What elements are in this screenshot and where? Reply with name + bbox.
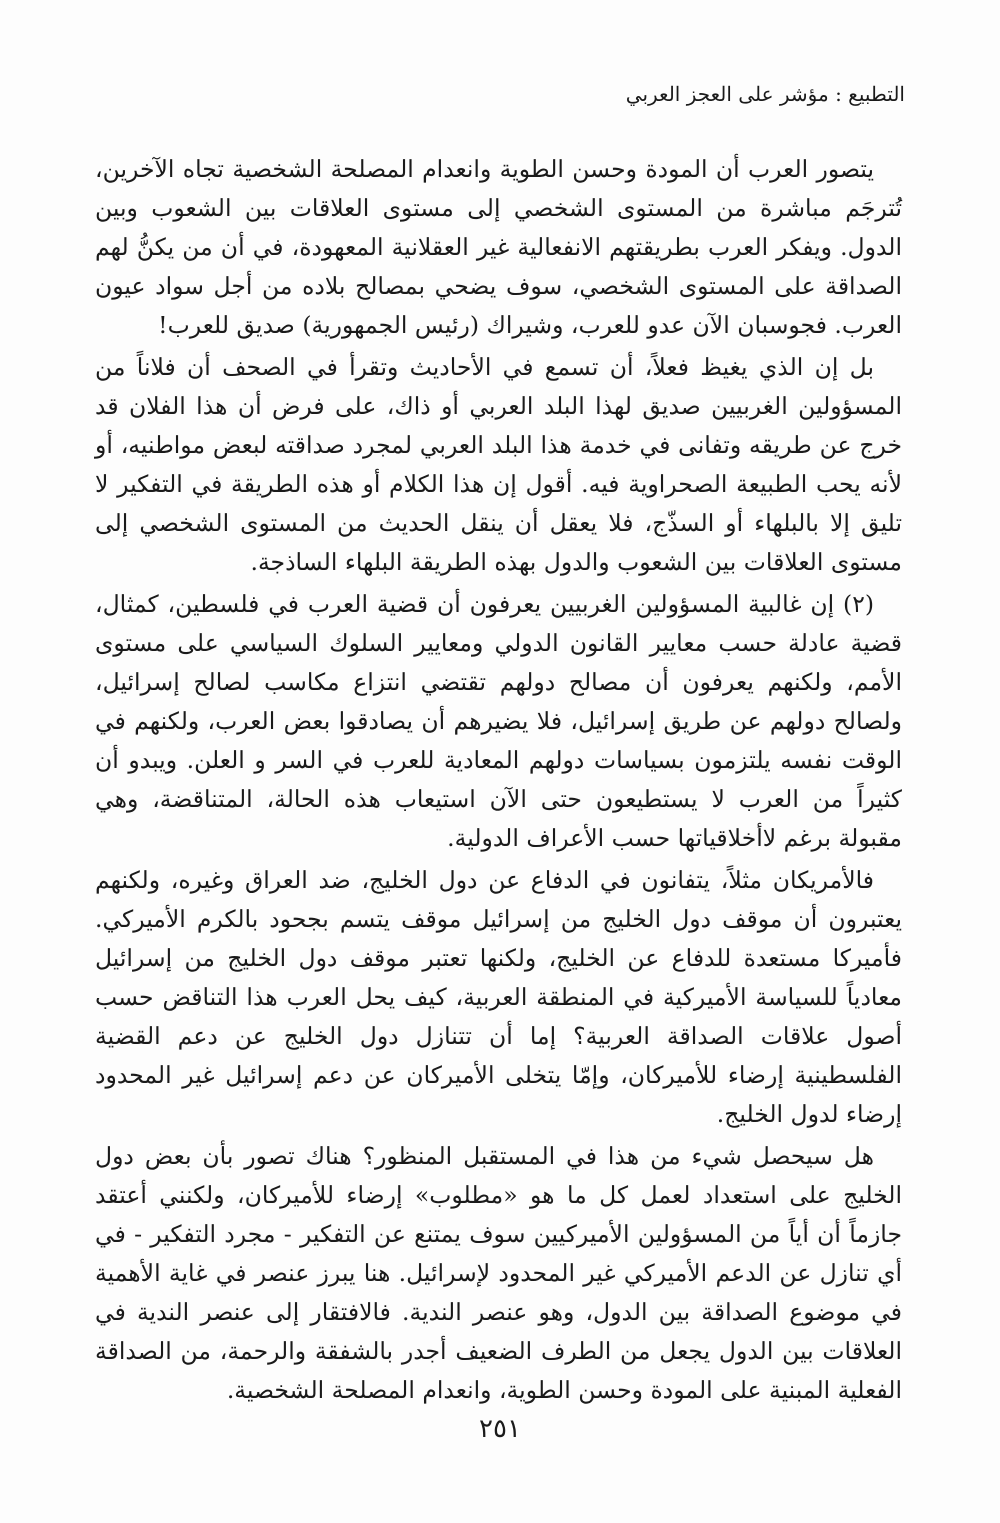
paragraph: فالأمريكان مثلاً، يتفانون في الدفاع عن دول الخليج، ضد العراق وغيره، ولكنهم يعتبرون أن موقف دول الخليج من إسرائيل موقف يتسم بجحود بالكرم الأميركي. فأميركا مستعدة للدفاع عن الخليج، ولكنها تعتبر موقف دول الخليج من إسرائيل معادياً للسياسة الأميركية في المنطقة العربية، كيف يحل العرب هذا التناقض حسب أصول علاقات الصداقة العربية؟ إما أن تتنازل دول الخليج عن دعم القضية الفلسطينية إرضاء للأميركان، وإمّا يتخلى الأميركان عن دعم إسرائيل غير المحدود إرضاء لدول الخليج. — [95, 866, 902, 1128]
paragraph: بل إن الذي يغيظ فعلاً، أن تسمع في الأحاديث وتقرأ في الصحف أن فلاناً من المسؤولين الغربيين صديق لهذا البلد العربي أو ذاك، على فرض أن هذا الفلان قد خرج عن طريقه وتفانى في خدمة هذا البلد العربي لمجرد صداقته لبعض مواطنيه، أو لأنه يحب الطبيعة الصحراوية فيه. أقول إن هذا الكلام أو هذه الطريقة في التفكير لا تليق إلا بالبلهاء أو السذّج، فلا يعقل أن ينقل الحديث من المستوى الشخصي إلى مستوى العلاقات بين الشعوب والدول بهذه الطريقة البلهاء الساذجة. — [95, 353, 902, 576]
running-header: التطبيع : مؤشر على العجز العربي — [625, 82, 905, 106]
paragraph: يتصور العرب أن المودة وحسن الطوية وانعدام المصلحة الشخصية تجاه الآخرين، تُترجَم مباشرة من المستوى الشخصي إلى مستوى العلاقات بين الشعوب وبين الدول. ويفكر العرب بطريقتهم الانفعالية غير العقلانية المعهودة، في أن من يكنُّ لهم الصداقة على المستوى الشخصي، سوف يضحي بمصالح بلاده من أجل سواد عيون العرب. فجوسبان الآن عدو للعرب، وشيراك (رئيس الجمهورية) صديق للعرب! — [95, 155, 902, 339]
paragraph: (٢) إن غالبية المسؤولين الغربيين يعرفون أن قضية العرب في فلسطين، كمثال، قضية عادلة حسب معايير القانون الدولي ومعايير السلوك السياسي على مستوى الأمم، ولكنهم يعرفون أن مصالح دولهم تقتضي انتزاع مكاسب لصالح إسرائيل، ولصالح دولهم عن طريق إسرائيل، فلا يضيرهم أن يصادقوا بعض العرب، ولكنهم في الوقت نفسه يلتزمون بسياسات دولهم المعادية للعرب في السر و العلن. ويبدو أن كثيراً من العرب لا يستطيعون حتى الآن استيعاب هذه الحالة، المتناقضة، وهي مقبولة برغم لاأخلاقياتها حسب الأعراف الدولية. — [95, 590, 902, 852]
body-text — [95, 150, 902, 1413]
paragraph: هل سيحصل شيء من هذا في المستقبل المنظور؟ هناك تصور بأن بعض دول الخليج على استعداد لعمل كل ما هو «مطلوب» إرضاء للأميركان، ولكنني أعتقد جازماً أن أياً من المسؤولين الأميركيين سوف يمتنع عن التفكير - مجرد التفكير - في أي تنازل عن الدعم الأميركي غير المحدود لإسرائيل. هنا يبرز عنصر في غاية الأهمية في موضوع الصداقة بين الدول، وهو عنصر الندية. فالافتقار إلى عنصر الندية في العلاقات بين الدول يجعل من الطرف الضعيف أجدر بالشفقة والرحمة، من الصداقة الفعلية المبنية على المودة وحسن الطوية، وانعدام المصلحة الشخصية. — [95, 1142, 902, 1404]
page-number: ٢٥١ — [479, 1414, 521, 1444]
